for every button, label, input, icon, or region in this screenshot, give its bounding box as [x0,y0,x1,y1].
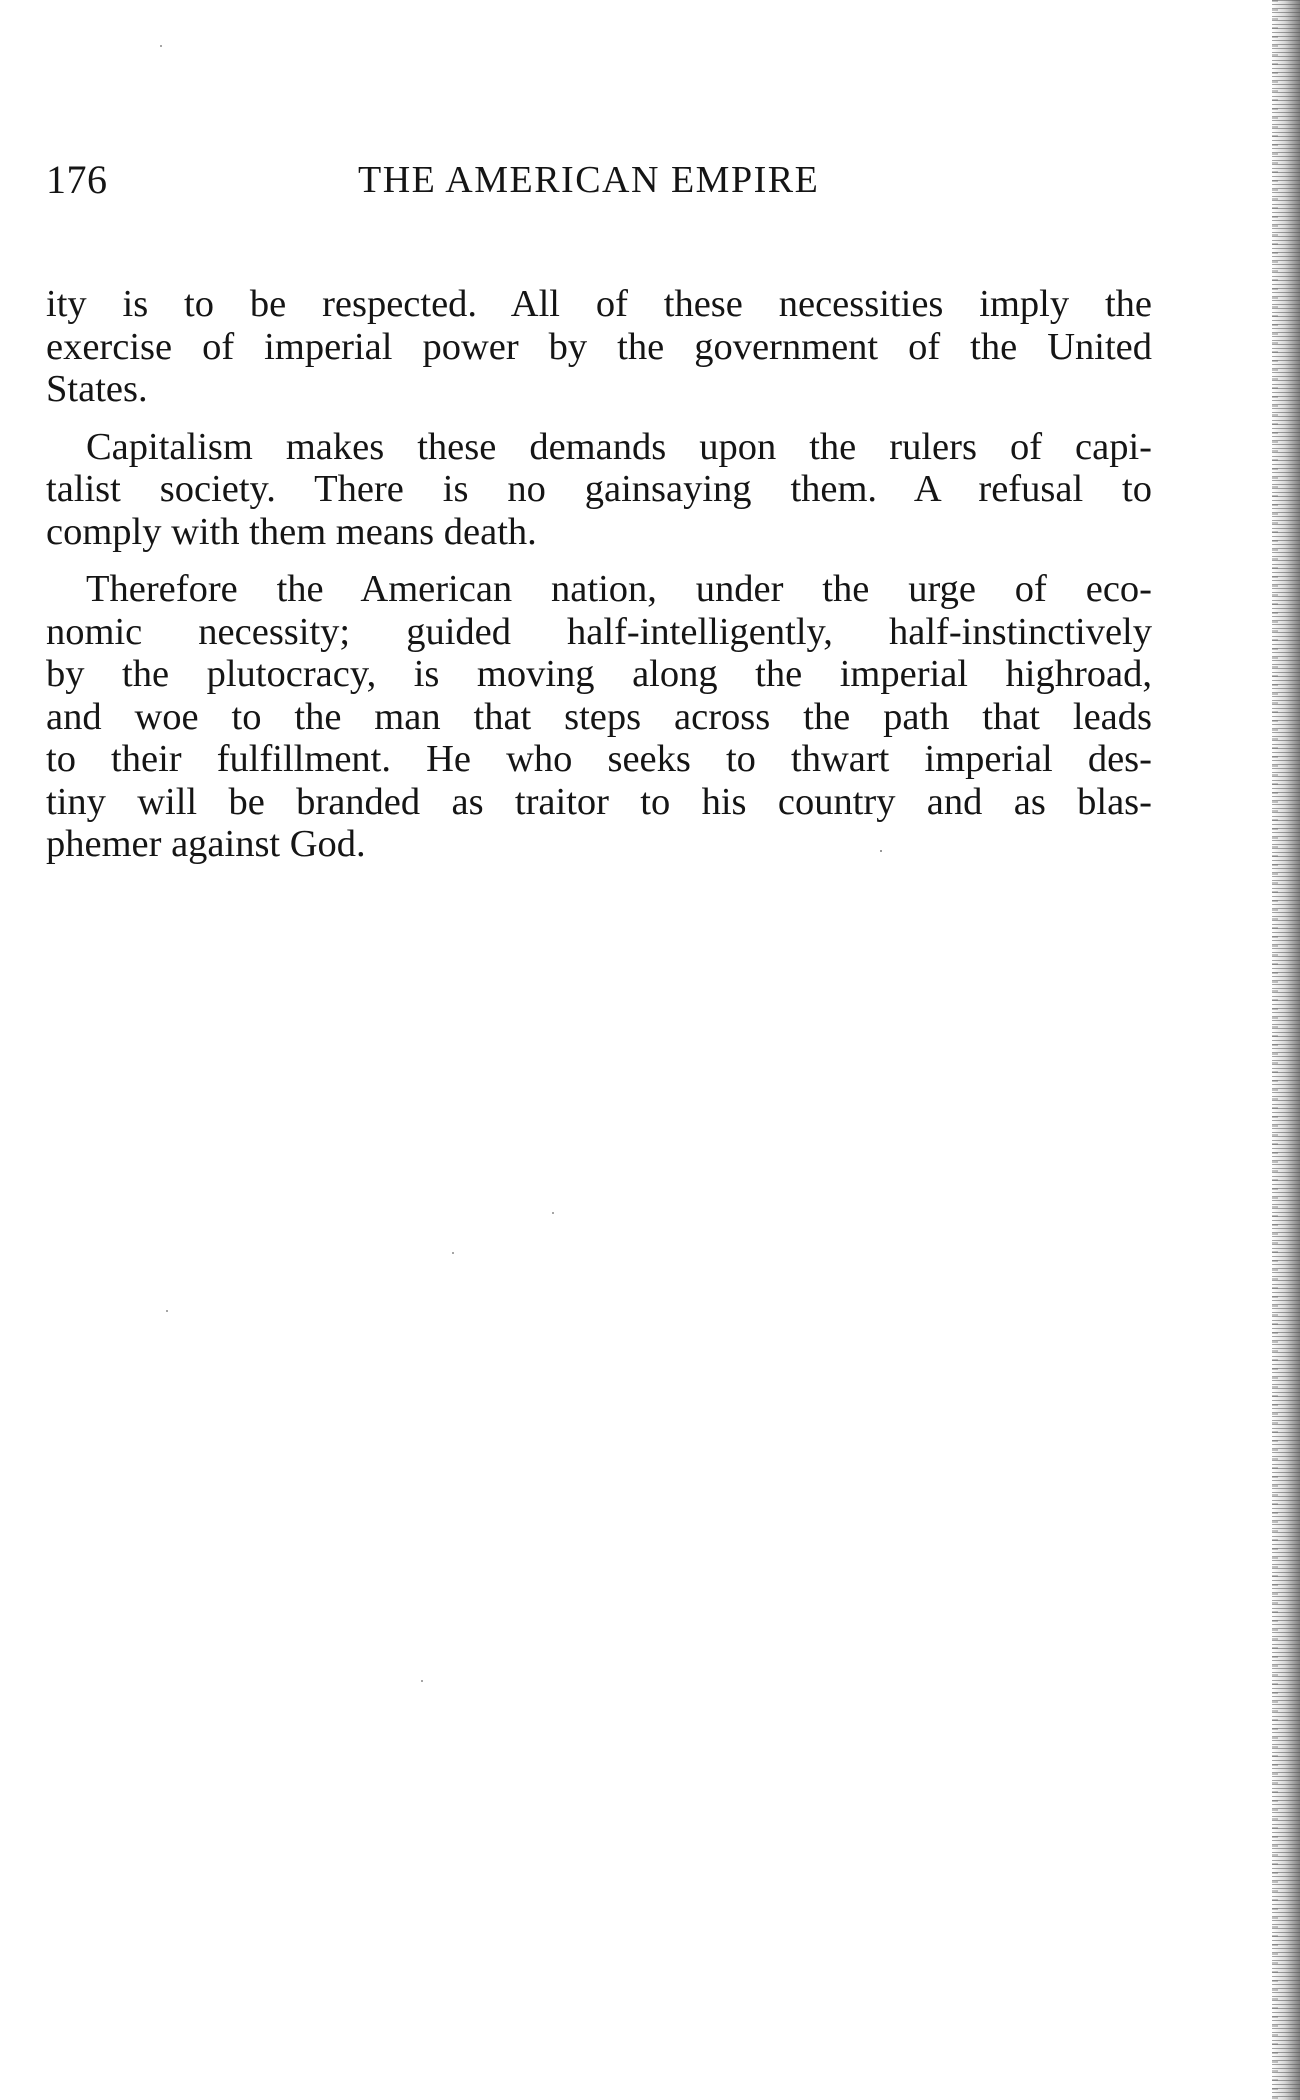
page-number: 176 [46,157,108,202]
paragraph-3 [46,568,1152,866]
scan-speck [421,1680,423,1682]
text-line: and woe to the man that steps across the path that leads [46,695,1152,738]
text-line: States. [46,368,148,410]
text-line: by the plutocracy, is moving along the imperial highroad, [46,653,1152,695]
scan-speck [552,1212,554,1214]
scan-speck [166,1310,168,1312]
scanned-page-edge-shadow [1272,0,1278,2100]
scan-speck [160,45,162,47]
paragraph-2 [46,426,1152,554]
body-text [46,283,1152,881]
running-title: THE AMERICAN EMPIRE [358,159,820,201]
text-line: Therefore the American nation, under the urge of eco- [86,568,1152,610]
text-line: tiny will be branded as traitor to his country and as blas- [46,780,1152,823]
scan-speck [452,1252,454,1254]
text-line: to their fulfillment. He who seeks to thwart imperial des- [46,738,1152,780]
page-header [46,155,1156,205]
text-line: nomic necessity; guided half-intelligently, half-instinctively [46,610,1152,653]
paragraph-1 [46,283,1152,411]
text-line: comply with them means death. [46,510,537,553]
text-line: exercise of imperial power by the government of the United [46,325,1152,368]
text-line: Capitalism makes these demands upon the rulers of capi- [86,425,1152,468]
scan-speck [880,850,882,852]
text-line: ity is to be respected. All of these necessities imply the [46,283,1152,325]
text-line: talist society. There is no gainsaying them. A refusal to [46,468,1152,510]
text-line: phemer against God. [46,823,366,865]
